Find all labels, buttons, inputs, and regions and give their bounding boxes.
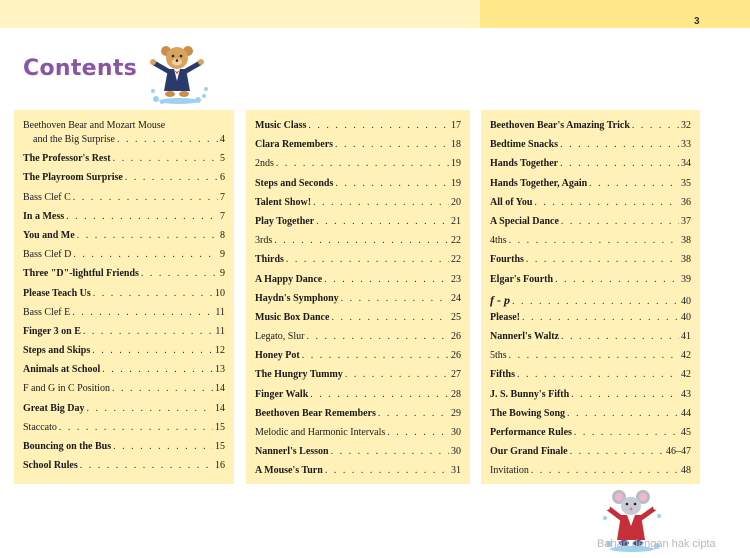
toc-entry-page: 19 — [451, 158, 461, 170]
toc-entry-page: 7 — [220, 210, 225, 222]
toc-entry[interactable] — [255, 465, 461, 484]
toc-entry[interactable] — [255, 158, 461, 177]
toc-entry-title: Finger 3 on E — [23, 325, 81, 337]
toc-entry[interactable] — [255, 274, 461, 293]
toc-entry[interactable] — [490, 389, 691, 408]
toc-entry-page: 36 — [681, 196, 691, 208]
toc-entry-title: Invitation — [490, 465, 529, 477]
toc-entry[interactable] — [490, 158, 691, 177]
toc-entry-title: Play Together — [255, 215, 315, 227]
toc-entry-page: 9 — [220, 268, 225, 280]
toc-entry-page: 44 — [681, 407, 691, 419]
toc-entry[interactable] — [23, 172, 225, 191]
header-band-left — [0, 0, 480, 28]
dot-leader — [589, 178, 679, 189]
toc-entry[interactable] — [23, 192, 225, 211]
toc-entry[interactable] — [255, 139, 461, 158]
toc-entry-title: Three "D"-lightful Friends — [23, 268, 139, 280]
toc-entry[interactable] — [23, 268, 225, 287]
toc-entry-title: Music Class — [255, 120, 307, 131]
toc-entry-title: Steps and Skips — [23, 345, 91, 357]
dot-leader — [92, 345, 213, 356]
toc-entry[interactable] — [490, 331, 691, 350]
dot-leader — [570, 446, 664, 457]
toc-entry[interactable] — [23, 383, 225, 402]
dot-leader — [331, 446, 449, 457]
toc-entry[interactable] — [255, 235, 461, 254]
toc-entry-title: A Happy Dance — [255, 273, 323, 285]
toc-entry-title: All of You — [490, 196, 533, 208]
dot-leader — [308, 120, 449, 131]
toc-entry-title: Bass Clef D — [23, 249, 72, 261]
toc-entry-page: 26 — [451, 331, 461, 343]
toc-entry-title: Beethoven Bear and Mozart Mouse — [23, 120, 166, 131]
dot-leader — [555, 274, 679, 285]
dot-leader — [113, 441, 213, 452]
toc-entry-page: 10 — [215, 287, 225, 299]
toc-entry[interactable] — [255, 120, 461, 139]
toc-column-3 — [481, 110, 700, 484]
toc-entry-title: 3rds — [255, 235, 273, 247]
dot-leader — [102, 364, 213, 375]
toc-entry-page: 21 — [451, 215, 461, 227]
dot-leader — [113, 153, 218, 164]
toc-entry-page: 38 — [681, 235, 691, 247]
toc-entry[interactable] — [23, 460, 225, 479]
toc-entry-page: 9 — [220, 249, 225, 261]
toc-entry[interactable] — [255, 446, 461, 465]
dot-leader — [274, 235, 449, 246]
toc-entry-title: 2nds — [255, 158, 274, 170]
toc-entry-title: The Bowing Song — [490, 407, 566, 419]
dot-leader — [59, 422, 213, 433]
toc-entry[interactable] — [490, 139, 691, 158]
toc-entry-title: Legato, Slur — [255, 331, 305, 343]
toc-entry-title: Our Grand Finale — [490, 446, 568, 458]
toc-entry-page: 27 — [451, 369, 461, 381]
toc-entry-title: Haydn's Symphony — [255, 292, 339, 304]
toc-entry-title: Please Teach Us — [23, 287, 91, 299]
toc-entry-title: Bass Clef E — [23, 306, 71, 318]
dot-leader — [571, 389, 679, 400]
toc-entry[interactable] — [255, 178, 461, 197]
toc-entry-title: A Special Dance — [490, 215, 559, 227]
toc-entry-title: Melodic and Harmonic Intervals — [255, 427, 386, 438]
toc-entry-title: J. S. Bunny's Fifth — [490, 388, 570, 400]
dot-leader — [378, 408, 449, 419]
dot-leader — [522, 312, 679, 323]
dot-leader — [93, 288, 213, 299]
toc-entry-page: 26 — [451, 350, 461, 362]
toc-entry[interactable] — [490, 408, 691, 427]
toc-entry-page: 16 — [215, 460, 225, 472]
page-title: Contents — [23, 56, 138, 81]
dot-leader — [72, 307, 213, 318]
toc-entry-title: A Mouse's Turn — [255, 465, 323, 477]
toc-entry[interactable] — [255, 312, 461, 331]
toc-entry-page: 14 — [215, 402, 225, 414]
toc-entry-title: Finger Walk — [255, 388, 309, 400]
toc-entry-page: 46–47 — [666, 446, 691, 458]
toc-entry[interactable] — [490, 446, 691, 465]
toc-entry-page: 32 — [681, 120, 691, 131]
watermark: Bahan dengan hak cipta — [597, 538, 716, 550]
toc-entry-page: 6 — [220, 172, 225, 184]
toc-entry-page: 41 — [681, 331, 691, 343]
toc-entry-page: 38 — [681, 254, 691, 266]
dot-leader — [561, 216, 679, 227]
toc-entry-page: 25 — [451, 311, 461, 323]
toc-entry-page: 11 — [215, 306, 225, 318]
toc-entry-title: The Playroom Surprise — [23, 172, 123, 184]
toc-entry-page: 19 — [451, 177, 461, 189]
toc-entry-title: Thirds — [255, 254, 284, 266]
toc-entry-page: 34 — [681, 158, 691, 170]
toc-entry-title: Bass Clef C — [23, 191, 71, 203]
dot-leader — [534, 197, 679, 208]
toc-entry-title: Bedtime Snacks — [490, 139, 559, 151]
toc-entry-title: Please! — [490, 311, 520, 323]
toc-entry[interactable] — [490, 369, 691, 388]
toc-entry[interactable] — [23, 307, 225, 326]
toc-entry-title: Steps and Seconds — [255, 177, 334, 189]
toc-entry-page: 13 — [215, 364, 225, 376]
dot-leader — [567, 408, 679, 419]
dot-leader — [517, 369, 679, 380]
header-band-right — [480, 0, 750, 28]
toc-entry[interactable] — [23, 249, 225, 268]
toc-entry[interactable] — [255, 389, 461, 408]
dot-leader — [331, 312, 449, 323]
dot-leader — [512, 296, 679, 307]
dot-leader — [560, 158, 679, 169]
toc-entry[interactable] — [23, 230, 225, 249]
toc-entry[interactable] — [255, 254, 461, 273]
dot-leader — [77, 230, 218, 241]
conductor-bear-illustration — [148, 41, 210, 105]
toc-entry[interactable] — [255, 331, 461, 350]
toc-entry-title: Honey Pot — [255, 350, 300, 362]
toc-entry-page: 7 — [220, 191, 225, 203]
toc-entry-page: 48 — [681, 465, 691, 477]
toc-entry-title: 4ths — [490, 235, 507, 247]
toc-entry[interactable] — [23, 211, 225, 230]
dot-leader — [345, 369, 449, 380]
toc-entry[interactable] — [490, 350, 691, 369]
toc-entry-page: 17 — [451, 120, 461, 131]
dot-leader — [335, 178, 449, 189]
toc-entry[interactable] — [23, 345, 225, 364]
dot-leader — [509, 235, 679, 246]
toc-entry[interactable] — [23, 403, 225, 422]
toc-entry[interactable] — [23, 441, 225, 460]
toc-entry[interactable] — [255, 197, 461, 216]
dot-leader — [526, 254, 679, 265]
toc-entry[interactable] — [255, 216, 461, 235]
toc-entry-page: 15 — [215, 441, 225, 452]
toc-entry[interactable] — [490, 120, 691, 139]
toc-entry-page: 22 — [451, 235, 461, 247]
toc-entry-page: 8 — [220, 229, 225, 241]
toc-entry[interactable] — [255, 408, 461, 427]
toc-entry-title: Great Big Day — [23, 402, 85, 414]
dot-leader — [112, 383, 213, 394]
toc-entry[interactable] — [23, 364, 225, 383]
toc-entry[interactable] — [255, 293, 461, 312]
toc-entry-title: Beethoven Bear's Amazing Trick — [490, 120, 630, 131]
toc-entry-title: In a Mess — [23, 210, 65, 222]
dot-leader — [387, 427, 449, 438]
dot-leader — [73, 249, 218, 260]
dot-leader — [325, 465, 449, 476]
toc-entry-page: 40 — [681, 311, 691, 323]
toc-entry-page: 22 — [451, 254, 461, 266]
toc-entry-page: 33 — [681, 139, 691, 151]
toc-entry-page: 24 — [451, 292, 461, 304]
toc-entry-page: 39 — [681, 273, 691, 285]
toc-entry-page: 12 — [215, 345, 225, 357]
toc-entry[interactable] — [490, 178, 691, 197]
toc-entry-page: 45 — [681, 427, 691, 438]
toc-entry-title: Nannerl's Waltz — [490, 331, 559, 343]
toc-entry[interactable] — [255, 369, 461, 388]
toc-entry[interactable] — [23, 288, 225, 307]
toc-entry-title: The Hungry Tummy — [255, 369, 343, 381]
toc-entry-page: 29 — [451, 407, 461, 419]
dot-leader — [286, 254, 449, 265]
dot-leader — [73, 192, 218, 203]
toc-entry[interactable] — [23, 422, 225, 441]
dot-leader — [632, 120, 679, 131]
dot-leader — [335, 139, 449, 150]
toc-entry[interactable] — [23, 120, 225, 153]
toc-entry-page: 4 — [220, 134, 225, 145]
toc-entry-page: 15 — [215, 421, 225, 433]
toc-entry-title: The Professor's Rest — [23, 153, 111, 165]
toc-entry[interactable] — [23, 326, 225, 345]
toc-entry[interactable] — [490, 254, 691, 273]
toc-entry-title: School Rules — [23, 460, 78, 472]
toc-entry[interactable] — [490, 235, 691, 254]
toc-entry-title: Performance Rules — [490, 427, 572, 438]
dot-leader — [324, 274, 449, 285]
page-number: 3 — [694, 16, 700, 27]
toc-entry[interactable] — [490, 427, 691, 446]
dot-leader — [83, 326, 213, 337]
toc-entry-page: 43 — [681, 388, 691, 400]
dot-leader — [276, 158, 449, 169]
dot-leader — [302, 350, 449, 361]
toc-entry-page: 30 — [451, 427, 461, 438]
dot-leader — [80, 460, 213, 471]
toc-entry-page: 28 — [451, 388, 461, 400]
dot-leader — [531, 465, 679, 476]
dot-leader — [574, 427, 679, 438]
toc-entry-title: Beethoven Bear Remembers — [255, 407, 376, 419]
toc-entry-page: 31 — [451, 465, 461, 477]
toc-entry-title: You and Me — [23, 229, 75, 241]
dot-leader — [306, 331, 449, 342]
dot-leader — [316, 216, 449, 227]
toc-entry-title: Hands Together, Again — [490, 177, 588, 189]
dot-leader — [66, 211, 218, 222]
dot-leader — [560, 139, 679, 150]
toc-entry[interactable] — [490, 216, 691, 235]
toc-entry-page: 40 — [681, 295, 691, 307]
toc-entry-page: 23 — [451, 273, 461, 285]
toc-entry-page: 18 — [451, 139, 461, 151]
dot-leader — [310, 389, 449, 400]
toc-entry-page: 42 — [681, 369, 691, 381]
toc-entry-page: 30 — [451, 446, 461, 458]
dot-leader — [141, 268, 218, 279]
toc-entry[interactable] — [490, 293, 691, 312]
toc-entry-title: Bouncing on the Bus — [23, 441, 112, 452]
toc-entry-title: F and G in C Position — [23, 383, 110, 395]
toc-entry-title: Talent Show! — [255, 196, 312, 208]
toc-entry-title: Staccato — [23, 421, 57, 433]
toc-entry-page: 20 — [451, 196, 461, 208]
toc-entry[interactable] — [490, 274, 691, 293]
dot-leader — [509, 350, 679, 361]
toc-entry-page: 5 — [220, 153, 225, 165]
dot-leader — [561, 331, 679, 342]
toc-entry[interactable] — [23, 153, 225, 172]
dot-leader — [117, 134, 218, 145]
toc-entry-title: Fourths — [490, 254, 524, 266]
toc-entry-title: 5ths — [490, 350, 507, 362]
dot-leader — [313, 197, 449, 208]
toc-entry-page: 11 — [215, 325, 225, 337]
toc-entry-page: 35 — [681, 177, 691, 189]
toc-entry[interactable] — [490, 312, 691, 331]
toc-entry-title: Fifths — [490, 369, 515, 381]
toc-entry[interactable] — [490, 197, 691, 216]
toc-entry-page: 37 — [681, 215, 691, 227]
toc-entry[interactable] — [490, 465, 691, 484]
dot-leader — [86, 403, 213, 414]
toc-entry-title: Nannerl's Lesson — [255, 446, 329, 458]
toc-entry[interactable] — [255, 350, 461, 369]
toc-entry-title: Hands Together — [490, 158, 559, 170]
dot-leader — [125, 172, 218, 183]
toc-entry[interactable] — [255, 427, 461, 446]
toc-entry-title: Music Box Dance — [255, 311, 330, 323]
dot-leader — [341, 293, 449, 304]
toc-entry-title: Clara Remembers — [255, 139, 334, 151]
toc-entry-title: f - p — [490, 292, 510, 307]
toc-entry-page: 42 — [681, 350, 691, 362]
toc-column-2 — [246, 110, 470, 484]
toc-entry-page: 14 — [215, 383, 225, 395]
toc-entry-title: Elgar's Fourth — [490, 273, 554, 285]
toc-entry-title-continued: and the Big Surprise — [33, 134, 115, 145]
toc-entry-title: Animals at School — [23, 364, 101, 376]
toc-column-1 — [14, 110, 234, 484]
